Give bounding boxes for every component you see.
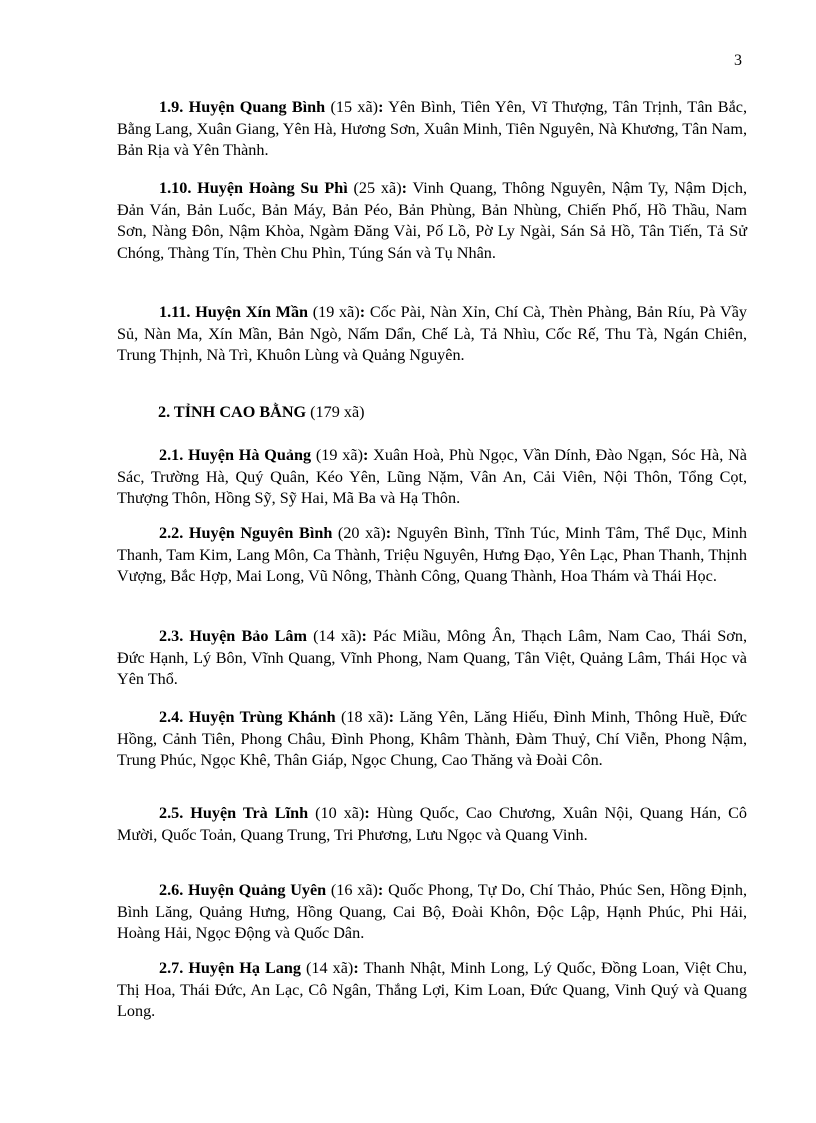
colon: : bbox=[364, 804, 370, 822]
province-title: 2. TỈNH CAO BẰNG bbox=[158, 403, 307, 421]
commune-count: (20 xã) bbox=[332, 524, 386, 542]
commune-count: (18 xã) bbox=[335, 708, 389, 726]
district-paragraph-hoang-su-phi bbox=[117, 178, 747, 264]
district-paragraph-trung-khanh bbox=[117, 707, 747, 772]
commune-list: Yên Bình, Tiên Yên, Vĩ Thượng, Tân Trịnh, Tân Bắc, Bằng Lang, Xuân Giang, Yên Hà, Hương Sơn, Xuân Minh, Tiên Nguyên, Nà Khương, Tân Nam, Bản Rịa và Yên Thành. bbox=[117, 98, 747, 160]
colon: : bbox=[353, 959, 359, 977]
commune-list: Hùng Quốc, Cao Chương, Xuân Nội, Quang Hán, Cô Mười, Quốc Toản, Quang Trung, Tri Phương, Lưu Ngọc và Quang Vinh. bbox=[117, 804, 747, 844]
commune-count: (19 xã) bbox=[308, 303, 360, 321]
district-heading: 1.9. Huyện Quang Bình bbox=[159, 98, 326, 116]
district-paragraph-quang-binh bbox=[117, 97, 747, 162]
province-heading-cao-bang bbox=[158, 402, 365, 424]
district-paragraph-tra-linh bbox=[117, 803, 747, 846]
commune-count: (14 xã) bbox=[300, 959, 354, 977]
commune-count: (14 xã) bbox=[306, 627, 362, 645]
colon: : bbox=[385, 524, 392, 542]
commune-list: Nguyên Bình, Tĩnh Túc, Minh Tâm, Thể Dục, Minh Thanh, Tam Kim, Lang Môn, Ca Thành, Triệu Nguyên, Hưng Đạo, Yên Lạc, Phan Thanh, Thịnh Vượng, Bắc Hợp, Mai Long, Vũ Nông, Thành Công, Quang Thành, Hoa Thám và Thái Học. bbox=[117, 524, 747, 586]
colon: : bbox=[359, 303, 366, 321]
district-paragraph-nguyen-binh bbox=[117, 523, 747, 588]
district-heading: 1.10. Huyện Hoàng Su Phì bbox=[159, 179, 348, 197]
commune-count: (25 xã) bbox=[347, 179, 402, 197]
district-paragraph-ha-lang bbox=[117, 958, 747, 1023]
district-paragraph-quang-uyen bbox=[117, 880, 747, 945]
commune-list: Cốc Pài, Nàn Xỉn, Chí Cà, Thèn Phàng, Bản Ríu, Pà Vầy Sủ, Nàn Ma, Xín Mần, Bản Ngò, Nấm Dẩn, Chế Là, Tả Nhìu, Cốc Rế, Thu Tà, Ngán Chiên, Trung Thịnh, Nà Trì, Khuôn Lùng và Quảng Nguyên. bbox=[117, 303, 748, 365]
district-heading: 2.1. Huyện Hà Quảng bbox=[159, 446, 312, 464]
commune-count: (16 xã) bbox=[326, 881, 378, 899]
district-heading: 2.6. Huyện Quảng Uyên bbox=[159, 881, 327, 899]
commune-list: Pác Miầu, Mông Ân, Thạch Lâm, Nam Cao, Thái Sơn, Đức Hạnh, Lý Bôn, Vĩnh Quang, Vĩnh Phong, Nam Quang, Tân Việt, Quảng Lâm, Thái Học và Yên Thổ. bbox=[117, 627, 747, 689]
colon: : bbox=[388, 708, 394, 726]
province-commune-count: (179 xã) bbox=[306, 403, 365, 421]
colon: : bbox=[361, 627, 367, 645]
commune-count: (15 xã) bbox=[325, 98, 379, 116]
district-paragraph-ha-quang bbox=[117, 445, 747, 510]
colon: : bbox=[362, 446, 369, 464]
page-number: 3 bbox=[734, 52, 742, 69]
commune-list: Vinh Quang, Thông Nguyên, Nậm Ty, Nậm Dịch, Đản Ván, Bản Luốc, Bản Máy, Bản Péo, Bản Phùng, Bản Nhùng, Chiến Phố, Hồ Thầu, Nam Sơn, Nàng Đôn, Nậm Khòa, Ngàm Đăng Vài, Pố Lồ, Pờ Ly Ngài, Sán Sả Hồ, Tân Tiến, Tả Sử Chóng, Thàng Tín, Thèn Chu Phìn, Túng Sán và Tụ Nhân. bbox=[117, 179, 747, 262]
district-heading: 2.7. Huyện Hạ Lang bbox=[159, 959, 301, 977]
district-heading: 2.5. Huyện Trà Lĩnh bbox=[159, 804, 309, 822]
commune-list: Lăng Yên, Lăng Hiếu, Đình Minh, Thông Huề, Đức Hồng, Cảnh Tiên, Phong Châu, Đình Phong, Khâm Thành, Đàm Thuỷ, Chí Viễn, Phong Nậm, Trung Phúc, Ngọc Khê, Thân Giáp, Ngọc Chung, Cao Thăng và Đoài Côn. bbox=[117, 708, 747, 770]
district-heading: 2.3. Huyện Bảo Lâm bbox=[159, 627, 307, 645]
commune-count: (10 xã) bbox=[308, 804, 365, 822]
district-heading: 2.2. Huyện Nguyên Bình bbox=[159, 524, 333, 542]
district-paragraph-xin-man bbox=[117, 302, 747, 367]
colon: : bbox=[401, 179, 407, 197]
commune-list: Quốc Phong, Tự Do, Chí Thảo, Phúc Sen, Hồng Định, Bình Lăng, Quảng Hưng, Hồng Quang, Cai Bộ, Đoài Khôn, Độc Lập, Hạnh Phúc, Phi Hải, Hoàng Hải, Ngọc Động và Quốc Dân. bbox=[117, 881, 747, 943]
district-paragraph-bao-lam bbox=[117, 626, 747, 691]
colon: : bbox=[377, 881, 384, 899]
district-heading: 1.11. Huyện Xín Mần bbox=[159, 303, 309, 321]
commune-list: Xuân Hoà, Phù Ngọc, Vần Dính, Đào Ngạn, Sóc Hà, Nà Sác, Trường Hà, Quý Quân, Kéo Yên, Lũng Nặm, Vân An, Cải Viên, Nội Thôn, Tổng Cọt, Thượng Thôn, Hồng Sỹ, Sỹ Hai, Mã Ba và Hạ Thôn. bbox=[117, 446, 747, 508]
commune-count: (19 xã) bbox=[311, 446, 363, 464]
commune-list: Thanh Nhật, Minh Long, Lý Quốc, Đồng Loan, Việt Chu, Thị Hoa, Thái Đức, An Lạc, Cô Ngân, Thắng Lợi, Kim Loan, Đức Quang, Vinh Quý và Quang Long. bbox=[117, 959, 748, 1021]
district-heading: 2.4. Huyện Trùng Khánh bbox=[159, 708, 336, 726]
colon: : bbox=[378, 98, 384, 116]
